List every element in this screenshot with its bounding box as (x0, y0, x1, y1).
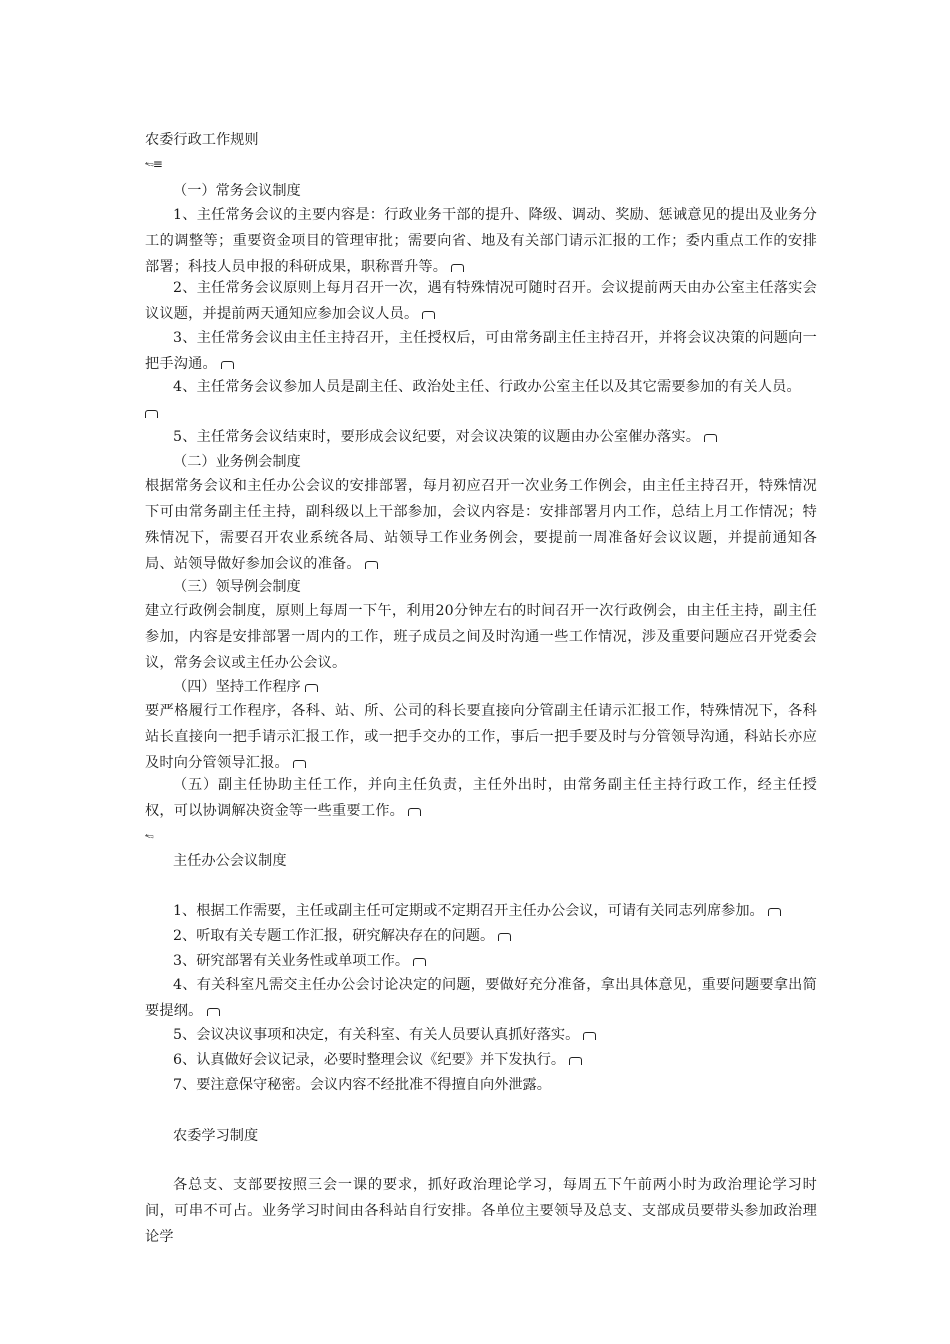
bookmark-glyph: 🖘 (145, 829, 153, 843)
paragraph-mark (704, 434, 717, 442)
paragraph-mark (305, 684, 318, 692)
office-item-5: 5、会议决议事项和决定，有关科室、有关人员要认真抓好落实。 (145, 1022, 817, 1048)
paragraph-mark (221, 361, 234, 369)
section-heading-2: （二）业务例会制度 (173, 454, 301, 470)
paragraph-mark (583, 1032, 596, 1040)
study-heading: 农委学习制度 (173, 1128, 259, 1144)
paragraph-mark (145, 410, 158, 418)
office-item-3: 3、研究部署有关业务性或单项工作。 (145, 948, 817, 974)
bookmark-glyph: 🖘≡ (145, 157, 162, 171)
office-item-2: 2、听取有关专题工作汇报，研究解决存在的问题。 (145, 923, 817, 949)
office-item-4: 4、有关科室凡需交主任办公会讨论决定的问题，要做好充分准备，拿出具体意见，重要问题要拿出简要提纲。 (145, 977, 817, 1019)
section-heading-1: （一）常务会议制度 (173, 183, 301, 199)
paragraph-1-5: 5、主任常务会议结束时，要形成会议纪要，对会议决策的议题由办公室催办落实。 (145, 424, 817, 450)
paragraph-mark (451, 264, 464, 272)
office-meeting-heading: 主任办公会议制度 (173, 853, 287, 869)
paragraph-1-3: 3、主任常务会议由主任主持召开，主任授权后，可由常务副主任主持召开，并将会议决策的问题向一把手沟通。 (145, 330, 817, 372)
section-heading-4: （四）坚持工作程序 (173, 674, 845, 700)
doc-title: 农委行政工作规则 (145, 132, 259, 148)
paragraph-1-4: 4、主任常务会议参加人员是副主任、政治处主任、行政办公室主任以及其它需要参加的有关人员。 (145, 374, 817, 426)
office-item-6: 6、认真做好会议记录，必要时整理会议《纪要》并下发执行。 (145, 1047, 817, 1073)
paragraph-mark (408, 808, 421, 816)
paragraph-2-1: 根据常务会议和主任办公会议的安排部署，每月初应召开一次业务工作例会，由主任主持召开，特殊情况下可由常务副主任主持，副科级以上干部参加，会议内容是：安排部署月内工作，总结上月工作情况；特殊情况下，需要召开农业系统各局、站领导工作业务例会，要提前一周准备好会议议题，并提前通知各局、站领导做好参加会议的准备。 (145, 478, 817, 572)
section-heading-3: （三）领导例会制度 (173, 579, 301, 595)
paragraph-mark (422, 311, 435, 319)
paragraph-5-1: （五）副主任协助主任工作，并向主任负责，主任外出时，由常务副主任主持行政工作，经主任授权，可以协调解决资金等一些重要工作。 (145, 777, 817, 819)
study-paragraph: 各总支、支部要按照三会一课的要求，抓好政治理论学习，每周五下午前两小时为政治理论学习时间，可串不可占。业务学习时间由各科站自行安排。各单位主要领导及总支、支部成员要带头参加政治理论学 (145, 1177, 817, 1245)
paragraph-1-1: 1、主任常务会议的主要内容是：行政业务干部的提升、降级、调动、奖励、惩诫意见的提出及业务分工的调整等；重要资金项目的管理审批；需要向省、地及有关部门请示汇报的工作；委内重点工作的安排部署；科技人员申报的科研成果，职称晋升等。 (145, 207, 817, 275)
paragraph-mark (413, 958, 426, 966)
paragraph-mark (768, 908, 781, 916)
paragraph-mark (207, 1008, 220, 1016)
office-item-1: 1、根据工作需要，主任或副主任可定期或不定期召开主任办公会议，可请有关同志列席参加。 (145, 898, 817, 924)
paragraph-mark (569, 1057, 582, 1065)
paragraph-mark (365, 561, 378, 569)
office-item-7: 7、要注意保守秘密。会议内容不经批准不得擅自向外泄露。 (173, 1077, 551, 1093)
paragraph-3-1: 建立行政例会制度，原则上每周一下午，利用20分钟左右的时间召开一次行政例会，由主任主持，副主任参加，内容是安排部署一周内的工作，班子成员之间及时沟通一些工作情况，涉及重要问题应召开党委会议，常务会议或主任办公会议。 (145, 603, 817, 671)
paragraph-4-1: 要严格履行工作程序，各科、站、所、公司的科长要直接向分管副主任请示汇报工作，特殊情况下，各科站长直接向一把手请示汇报工作，或一把手交办的工作，事后一把手要及时与分管领导沟通，科站长亦应及时向分管领导汇报。 (145, 703, 817, 771)
paragraph-mark (498, 933, 511, 941)
paragraph-mark (293, 760, 306, 768)
paragraph-1-2: 2、主任常务会议原则上每月召开一次，遇有特殊情况可随时召开。会议提前两天由办公室主任落实会议议题，并提前两天通知应参加会议人员。 (145, 280, 817, 322)
